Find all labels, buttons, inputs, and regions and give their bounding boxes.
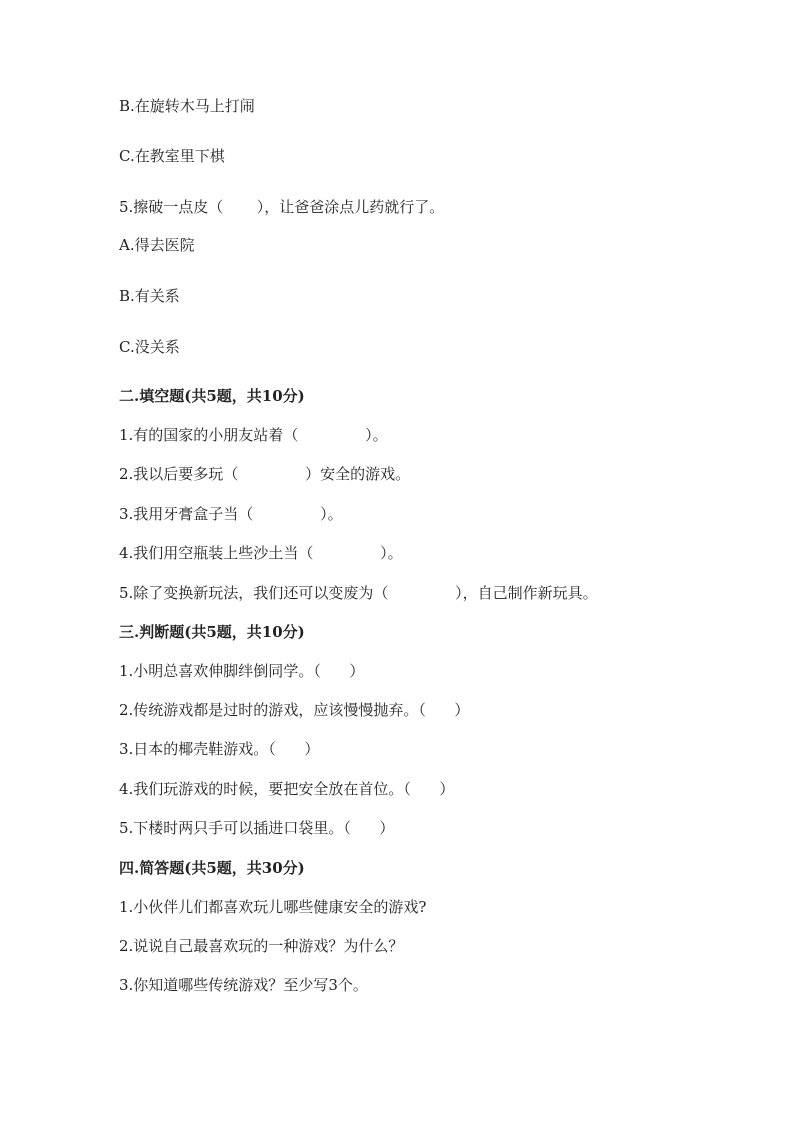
question-5-option-b: B.有关系 (119, 287, 180, 305)
fill-blank-question-1: 1.有的国家的小朋友站着（ ）。 (119, 426, 388, 444)
short-answer-question-2: 2.说说自己最喜欢玩的一种游戏？为什么？ (119, 937, 404, 955)
section-fill-blank-heading: 二.填空题(共5题，共10分) (119, 387, 305, 405)
question-5-stem: 5.擦破一点皮（ ），让爸爸涂点儿药就行了。 (119, 198, 445, 216)
true-false-question-2: 2.传统游戏都是过时的游戏，应该慢慢抛弃。（ ） (119, 701, 470, 719)
prev-question-option-c: C.在教室里下棋 (119, 147, 225, 165)
question-5-option-a: A.得去医院 (119, 236, 195, 254)
fill-blank-question-4: 4.我们用空瓶装上些沙土当（ ）。 (119, 544, 403, 562)
question-5-option-c: C.没关系 (119, 338, 180, 356)
section-true-false-heading: 三.判断题(共5题，共10分) (119, 623, 305, 641)
short-answer-question-3: 3.你知道哪些传统游戏？至少写3个。 (119, 976, 368, 994)
prev-question-option-b: B.在旋转木马上打闹 (119, 97, 255, 115)
short-answer-question-1: 1.小伙伴儿们都喜欢玩儿哪些健康安全的游戏? (119, 898, 427, 916)
fill-blank-question-3: 3.我用牙膏盒子当（ ）。 (119, 505, 343, 523)
fill-blank-question-2: 2.我以后要多玩（ ）安全的游戏。 (119, 465, 411, 483)
true-false-question-1: 1.小明总喜欢伸脚绊倒同学。（ ） (119, 662, 365, 680)
section-short-answer-heading: 四.简答题(共5题，共30分) (119, 859, 305, 877)
true-false-question-3: 3.日本的椰壳鞋游戏。（ ） (119, 740, 320, 758)
true-false-question-5: 5.下楼时两只手可以插进口袋里。（ ） (119, 819, 395, 837)
fill-blank-question-5: 5.除了变换新玩法，我们还可以变废为（ ），自己制作新玩具。 (119, 584, 598, 602)
true-false-question-4: 4.我们玩游戏的时候，要把安全放在首位。（ ） (119, 780, 455, 798)
